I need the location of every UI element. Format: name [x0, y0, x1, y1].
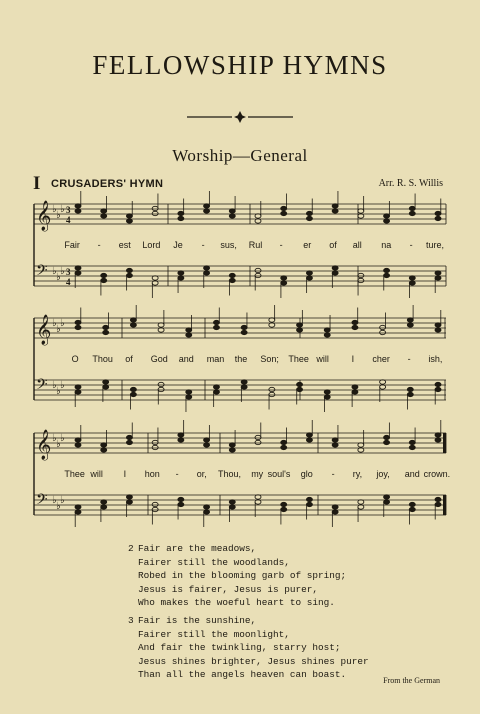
note-head — [229, 448, 235, 452]
treble-clef-icon: 𝄞 — [36, 201, 52, 231]
lyric-line-2 — [0, 354, 480, 368]
note-head — [409, 211, 415, 215]
treble-clef-icon: 𝄞 — [36, 430, 52, 460]
note-head — [332, 438, 338, 442]
attribution: From the German — [383, 676, 440, 685]
note-head — [229, 505, 235, 509]
note-head — [103, 385, 109, 389]
note-head — [152, 276, 158, 280]
note-head — [229, 278, 235, 282]
note-head — [75, 510, 81, 514]
note-head — [384, 435, 390, 439]
time-signature: 4 — [66, 215, 71, 225]
note-head — [130, 392, 136, 396]
note-head — [297, 328, 303, 332]
note-head — [306, 216, 312, 220]
note-head — [358, 209, 364, 213]
hymn-composer: Arr. R. S. Willis — [378, 178, 443, 189]
note-head — [297, 382, 303, 386]
lyric-line-1 — [0, 240, 480, 254]
note-head — [332, 271, 338, 275]
note-head — [332, 443, 338, 447]
lyric-syllable: - — [409, 240, 413, 250]
lyric-syllable: cher — [372, 354, 390, 364]
note-head — [126, 273, 132, 277]
note-head — [178, 211, 184, 215]
flat-icon: ♭ — [60, 495, 65, 506]
note-head — [435, 497, 441, 501]
lyric-syllable: Fair — [64, 240, 80, 250]
note-head — [204, 209, 210, 213]
note-head — [435, 438, 441, 442]
note-head — [281, 440, 287, 444]
note-head — [269, 392, 275, 396]
verse-number: 2 — [128, 543, 134, 554]
lyric-syllable: of — [329, 240, 337, 250]
lyric-syllable: - — [175, 469, 179, 479]
note-head — [158, 382, 164, 386]
note-head — [306, 276, 312, 280]
note-head — [332, 204, 338, 208]
note-head — [324, 328, 330, 332]
note-head — [152, 211, 158, 215]
note-head — [126, 435, 132, 439]
treble-clef-icon: 𝄞 — [36, 315, 52, 345]
note-head — [352, 325, 358, 329]
note-head — [435, 433, 441, 437]
lyric-syllable: est — [118, 240, 131, 250]
lyric-syllable: or, — [196, 469, 207, 479]
note-head — [435, 211, 441, 215]
final-barline — [443, 433, 446, 453]
note-head — [152, 507, 158, 511]
note-head — [186, 333, 192, 337]
verse-line: Fairer still the moonlight, — [138, 628, 290, 640]
note-head — [269, 323, 275, 327]
note-head — [126, 495, 132, 499]
note-head — [152, 445, 158, 449]
note-head — [178, 502, 184, 506]
lyric-syllable: na — [381, 240, 392, 250]
note-head — [101, 273, 107, 277]
flat-icon: ♭ — [56, 210, 61, 221]
note-head — [409, 445, 415, 449]
note-head — [281, 445, 287, 449]
flat-icon: ♭ — [60, 204, 65, 215]
note-head — [435, 323, 441, 327]
note-head — [269, 387, 275, 391]
note-head — [255, 495, 261, 499]
lyric-syllable: the — [234, 354, 248, 364]
lyric-syllable: glo — [300, 469, 313, 479]
lyric-syllable: er — [303, 240, 312, 250]
note-head — [380, 385, 386, 389]
note-head — [152, 502, 158, 506]
note-head — [204, 505, 210, 509]
lyric-syllable: - — [279, 240, 283, 250]
note-head — [409, 502, 415, 506]
lyric-syllable: and — [178, 354, 194, 364]
note-head — [204, 443, 210, 447]
note-head — [306, 502, 312, 506]
note-head — [435, 271, 441, 275]
note-head — [297, 323, 303, 327]
verse-2 — [128, 542, 347, 610]
note-head — [407, 392, 413, 396]
note-head — [204, 271, 210, 275]
note-head — [409, 206, 415, 210]
note-head — [178, 433, 184, 437]
note-head — [435, 382, 441, 386]
note-head — [352, 320, 358, 324]
lyric-syllable: Thou — [92, 354, 113, 364]
flat-icon: ♭ — [60, 433, 65, 444]
note-head — [229, 273, 235, 277]
note-head — [255, 268, 261, 272]
note-head — [380, 380, 386, 384]
note-head — [241, 330, 247, 334]
lyric-syllable: and — [404, 469, 420, 479]
verse-line: Who makes the woeful heart to sing. — [138, 597, 335, 609]
note-head — [384, 500, 390, 504]
note-head — [75, 505, 81, 509]
note-head — [101, 278, 107, 282]
note-head — [281, 211, 287, 215]
lyric-syllable: of — [125, 354, 133, 364]
note-head — [213, 385, 219, 389]
bass-clef-icon: 𝄢 — [36, 262, 48, 283]
note-head — [358, 214, 364, 218]
note-head — [324, 395, 330, 399]
flat-icon: ♭ — [52, 318, 57, 329]
note-head — [332, 209, 338, 213]
lyric-syllable: will — [316, 354, 329, 364]
note-head — [358, 273, 364, 277]
note-head — [75, 325, 81, 329]
note-head — [306, 438, 312, 442]
time-signature: 3 — [66, 267, 71, 277]
lyric-syllable: Thee — [288, 354, 309, 364]
lyric-syllable: I — [123, 469, 127, 479]
flat-icon: ♭ — [60, 380, 65, 391]
verse-number: 3 — [128, 615, 134, 626]
note-head — [255, 273, 261, 277]
note-head — [435, 502, 441, 506]
note-head — [204, 510, 210, 514]
flat-icon: ♭ — [52, 495, 57, 506]
note-head — [101, 214, 107, 218]
lyric-syllable: will — [90, 469, 103, 479]
note-head — [75, 204, 81, 208]
note-head — [101, 209, 107, 213]
lyric-line-3 — [0, 469, 480, 483]
note-head — [103, 325, 109, 329]
note-head — [255, 435, 261, 439]
note-head — [281, 206, 287, 210]
note-head — [384, 273, 390, 277]
note-head — [407, 318, 413, 322]
note-head — [435, 328, 441, 332]
lyric-syllable: Rul — [248, 240, 263, 250]
note-head — [101, 500, 107, 504]
flat-icon: ♭ — [52, 433, 57, 444]
note-head — [152, 281, 158, 285]
note-head — [380, 325, 386, 329]
note-head — [152, 440, 158, 444]
note-head — [178, 497, 184, 501]
time-signature: 3 — [66, 205, 71, 215]
lyric-syllable: my — [251, 469, 264, 479]
note-head — [352, 385, 358, 389]
note-head — [409, 440, 415, 444]
lyric-syllable: I — [351, 354, 355, 364]
note-head — [306, 271, 312, 275]
note-head — [297, 387, 303, 391]
note-head — [75, 320, 81, 324]
note-head — [281, 507, 287, 511]
note-head — [380, 330, 386, 334]
flat-icon: ♭ — [60, 266, 65, 277]
note-head — [130, 387, 136, 391]
flat-icon: ♭ — [52, 266, 57, 277]
note-head — [409, 507, 415, 511]
note-head — [126, 440, 132, 444]
note-head — [130, 323, 136, 327]
note-head — [358, 500, 364, 504]
note-head — [384, 214, 390, 218]
note-head — [281, 281, 287, 285]
note-head — [358, 448, 364, 452]
note-head — [229, 209, 235, 213]
lyric-syllable: - — [407, 354, 411, 364]
note-head — [255, 440, 261, 444]
hymn-title: CRUSADERS' HYMN — [51, 178, 164, 190]
note-head — [178, 216, 184, 220]
note-head — [103, 380, 109, 384]
note-head — [241, 385, 247, 389]
note-head — [130, 318, 136, 322]
lyric-syllable: - — [97, 240, 101, 250]
hymn-number: I — [33, 173, 41, 194]
flat-icon: ♭ — [60, 318, 65, 329]
lyric-syllable: soul's — [267, 469, 291, 479]
note-head — [126, 214, 132, 218]
note-head — [178, 276, 184, 280]
verse-line: And fair the twinkling, starry host; — [138, 642, 341, 654]
note-head — [75, 385, 81, 389]
lyric-syllable: ry, — [352, 469, 363, 479]
note-head — [332, 510, 338, 514]
lyric-syllable: ish, — [428, 354, 443, 364]
verse-3 — [128, 614, 369, 682]
note-head — [101, 443, 107, 447]
note-head — [255, 500, 261, 504]
lyric-syllable: crown. — [423, 469, 451, 479]
note-head — [75, 438, 81, 442]
note-head — [281, 502, 287, 506]
lyric-syllable: Thee — [64, 469, 85, 479]
note-head — [101, 505, 107, 509]
note-head — [158, 328, 164, 332]
note-head — [213, 390, 219, 394]
note-head — [352, 390, 358, 394]
flat-icon: ♭ — [52, 380, 57, 391]
verse-line: Fair is the sunshine, — [138, 615, 257, 626]
note-head — [75, 266, 81, 270]
note-head — [186, 328, 192, 332]
note-head — [435, 216, 441, 220]
note-head — [332, 266, 338, 270]
bass-clef-icon: 𝄢 — [36, 491, 48, 512]
note-head — [384, 495, 390, 499]
flat-icon: ♭ — [56, 439, 61, 450]
note-head — [229, 443, 235, 447]
note-head — [186, 395, 192, 399]
lyric-syllable: all — [352, 240, 362, 250]
note-head — [101, 448, 107, 452]
note-head — [158, 323, 164, 327]
flat-icon: ♭ — [56, 324, 61, 335]
note-head — [126, 219, 132, 223]
note-head — [241, 380, 247, 384]
note-head — [75, 443, 81, 447]
note-head — [126, 268, 132, 272]
note-head — [384, 219, 390, 223]
section-title: Worship—General — [172, 146, 308, 165]
flat-icon: ♭ — [56, 272, 61, 283]
page-title: FELLOWSHIP HYMNS — [92, 50, 388, 80]
lyric-syllable: man — [206, 354, 225, 364]
note-head — [407, 387, 413, 391]
note-head — [358, 505, 364, 509]
note-head — [407, 323, 413, 327]
note-head — [358, 443, 364, 447]
note-head — [255, 219, 261, 223]
lyric-syllable: Son; — [260, 354, 279, 364]
note-head — [158, 387, 164, 391]
note-head — [229, 214, 235, 218]
lyric-syllable: - — [201, 240, 205, 250]
note-head — [384, 268, 390, 272]
note-head — [213, 320, 219, 324]
note-head — [306, 211, 312, 215]
time-signature: 4 — [66, 277, 71, 287]
note-head — [229, 500, 235, 504]
note-head — [306, 497, 312, 501]
note-head — [213, 325, 219, 329]
note-head — [178, 271, 184, 275]
note-head — [435, 276, 441, 280]
note-head — [255, 214, 261, 218]
note-head — [126, 500, 132, 504]
note-head — [384, 440, 390, 444]
verse-line: Jesus shines brighter, Jesus shines purer — [138, 655, 369, 667]
flat-icon: ♭ — [56, 386, 61, 397]
note-head — [204, 438, 210, 442]
note-head — [409, 276, 415, 280]
note-head — [204, 266, 210, 270]
verse-line: Fairer still the woodlands, — [138, 556, 290, 568]
verse-line: Robed in the blooming garb of spring; — [138, 570, 347, 582]
verse-line: Jesus is fairer, Jesus is purer, — [138, 583, 319, 595]
lyric-syllable: Thou, — [218, 469, 242, 479]
note-head — [103, 330, 109, 334]
lyric-syllable: - — [331, 469, 335, 479]
lyric-syllable: hon — [144, 469, 160, 479]
lyric-syllable: Lord — [142, 240, 161, 250]
final-barline — [443, 495, 446, 515]
note-head — [358, 278, 364, 282]
note-head — [269, 318, 275, 322]
flat-icon: ♭ — [56, 501, 61, 512]
verse-line: Than all the angels heaven can boast. — [138, 669, 347, 681]
lyric-syllable: joy, — [376, 469, 390, 479]
note-head — [204, 204, 210, 208]
note-head — [75, 271, 81, 275]
lyric-syllable: God — [150, 354, 168, 364]
lyric-syllable: ture, — [426, 240, 445, 250]
note-head — [332, 505, 338, 509]
bass-clef-icon: 𝄢 — [36, 376, 48, 397]
note-head — [324, 333, 330, 337]
note-head — [241, 325, 247, 329]
note-head — [178, 438, 184, 442]
note-head — [75, 209, 81, 213]
note-head — [435, 387, 441, 391]
note-head — [409, 281, 415, 285]
flat-icon: ♭ — [52, 204, 57, 215]
note-head — [152, 206, 158, 210]
note-head — [324, 390, 330, 394]
note-head — [186, 390, 192, 394]
lyric-syllable: sus, — [220, 240, 237, 250]
verse-line: Fair are the meadows, — [138, 543, 257, 554]
note-head — [281, 276, 287, 280]
note-head — [75, 390, 81, 394]
lyric-syllable: O — [71, 354, 79, 364]
lyric-syllable: Je — [173, 240, 183, 250]
note-head — [306, 433, 312, 437]
